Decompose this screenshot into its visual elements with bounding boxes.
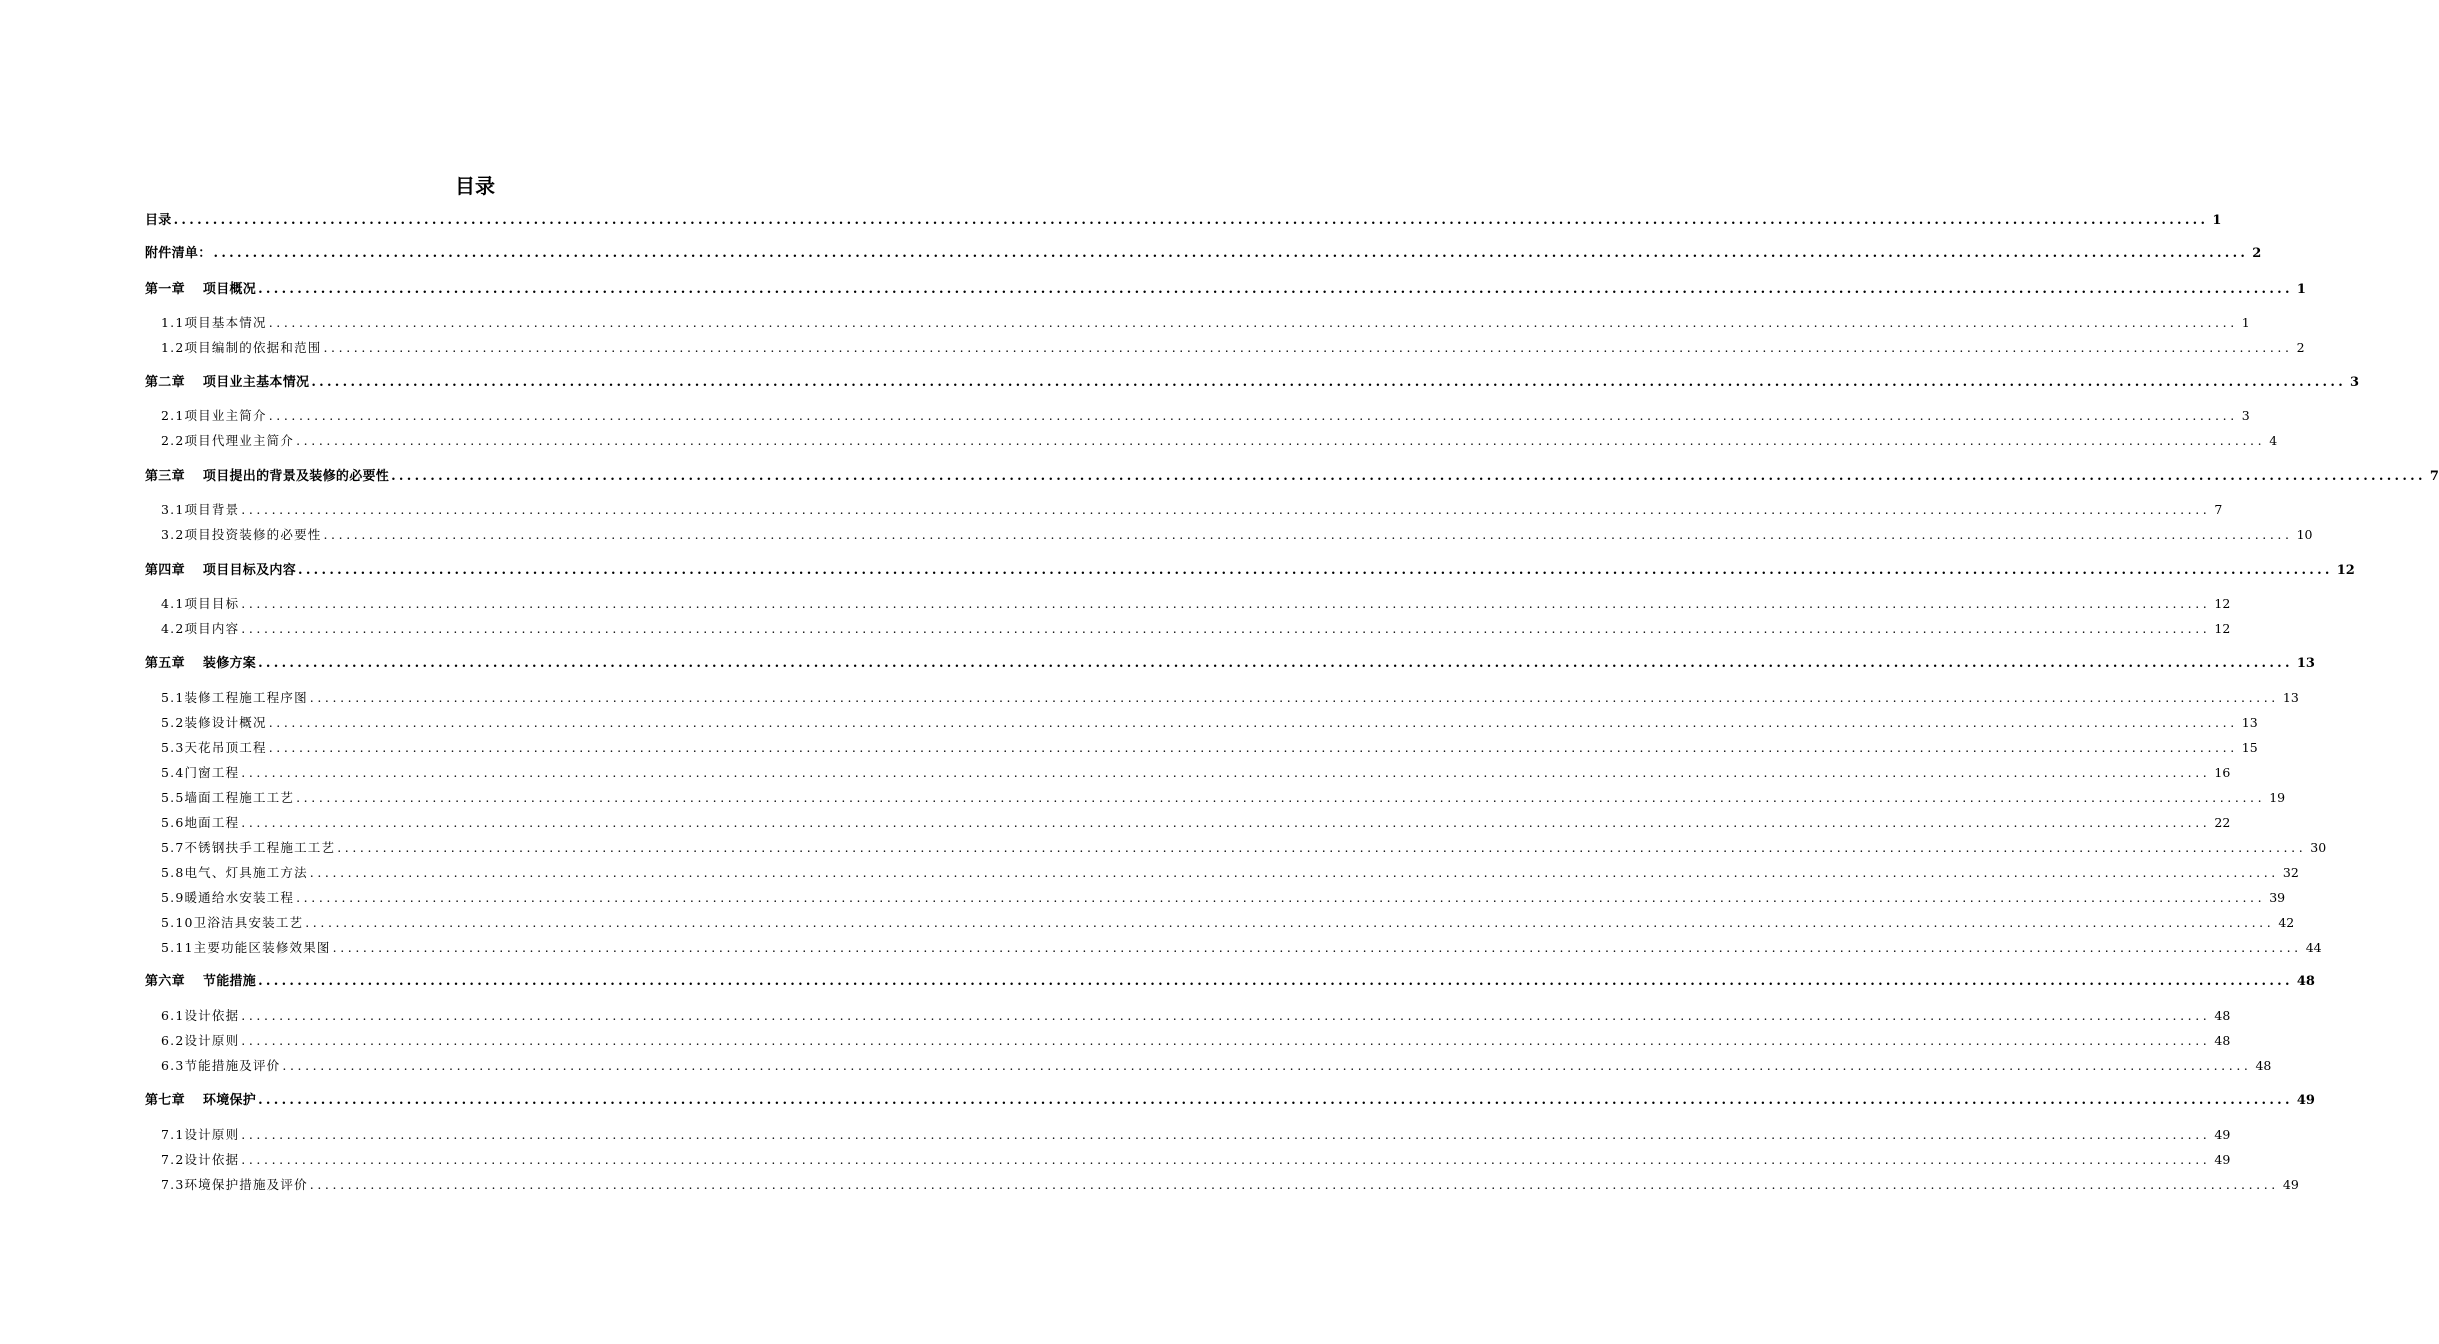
toc-chapter-row[interactable]: [145, 279, 2306, 299]
toc-entry-text: [145, 245, 212, 263]
toc-dot-leader: ....................................................................................................................................................................................................................................................................: [241, 621, 2211, 636]
toc-entry-title: 2.2项目代理业主简介: [161, 433, 295, 448]
toc-section-row[interactable]: [161, 499, 2223, 519]
toc-dot-leader: ....................................................................................................................................................................................................................................................................: [296, 790, 2266, 805]
toc-chapter-number: 第五章: [145, 656, 185, 671]
toc-entry-title: 5.2装修设计概况: [161, 715, 267, 730]
toc-entry-text: [161, 839, 335, 857]
toc-page-number: 32: [2282, 865, 2299, 880]
toc-chapter-number: 第三章: [145, 469, 185, 484]
toc-page-number: 44: [2305, 940, 2322, 955]
toc-dot-leader: ....................................................................................................................................................................................................................................................................: [282, 1058, 2252, 1073]
toc-chapter-number: 第七章: [145, 1093, 185, 1108]
toc-section-row[interactable]: [161, 787, 2286, 807]
toc-entry-title: 节能措施: [202, 974, 257, 989]
toc-page-number: 30: [2310, 840, 2327, 855]
toc-entry-text: [145, 655, 256, 673]
toc-section-row[interactable]: [161, 862, 2299, 882]
toc-entry-title: 项目概况: [202, 282, 257, 297]
toc-dot-leader: ....................................................................................................................................................................................................................................................................: [241, 1152, 2211, 1167]
toc-entry-title: 3.1项目背景: [161, 502, 240, 517]
toc-entry-title: 5.6地面工程: [161, 815, 240, 830]
toc-entry-title: 4.2项目内容: [161, 621, 240, 636]
toc-entry-title: 5.7不锈钢扶手工程施工工艺: [161, 840, 336, 855]
toc-dot-leader: ....................................................................................................................................................................................................................................................................: [258, 1093, 2293, 1108]
toc-section-row[interactable]: [161, 712, 2258, 732]
toc-entry-text: [145, 562, 296, 580]
toc-dot-leader: ....................................................................................................................................................................................................................................................................: [241, 815, 2211, 830]
toc-entry-text: [161, 789, 294, 807]
toc-entry-title: 环境保护: [202, 1093, 257, 1108]
toc-page-number: 39: [2269, 890, 2286, 905]
toc-entry-title: 5.8电气、灯具施工方法: [161, 865, 308, 880]
toc-entry-text: [161, 595, 239, 613]
toc-page-number: 12: [2214, 596, 2231, 611]
toc-page-number: 3: [2350, 375, 2360, 390]
toc-entry-title: 6.3节能措施及评价: [161, 1058, 281, 1073]
toc-dot-leader: ....................................................................................................................................................................................................................................................................: [337, 840, 2307, 855]
toc-dot-leader: ....................................................................................................................................................................................................................................................................: [173, 213, 2209, 228]
toc-section-row[interactable]: [161, 1055, 2272, 1075]
toc-dot-leader: ....................................................................................................................................................................................................................................................................: [323, 340, 2293, 355]
toc-title: 目录: [455, 174, 495, 198]
toc-entry-text: [161, 1176, 308, 1194]
toc-dot-leader: ....................................................................................................................................................................................................................................................................: [258, 974, 2293, 989]
toc-page-number: 48: [2214, 1008, 2231, 1023]
toc-section-row[interactable]: [161, 762, 2231, 782]
toc-chapter-row[interactable]: [145, 560, 2355, 580]
toc-entry-text: [145, 374, 309, 392]
toc-page-number: 12: [2336, 563, 2355, 578]
toc-entry-text: [145, 973, 256, 991]
toc-section-row[interactable]: [161, 887, 2286, 907]
toc-section-row[interactable]: [161, 312, 2250, 332]
toc-section-row[interactable]: [161, 912, 2295, 932]
toc-page-number: 42: [2278, 915, 2295, 930]
toc-page-number: 13: [2241, 715, 2258, 730]
toc-entry-title: 5.11主要功能区装修效果图: [161, 940, 331, 955]
toc-entry-title: 5.3天花吊顶工程: [161, 740, 267, 755]
toc-dot-leader: ....................................................................................................................................................................................................................................................................: [268, 740, 2238, 755]
toc-dot-leader: ....................................................................................................................................................................................................................................................................: [268, 315, 2238, 330]
toc-page-number: 7: [2429, 469, 2439, 484]
toc-section-row[interactable]: [161, 1030, 2231, 1050]
toc-page-number: 1: [2296, 282, 2306, 297]
toc-entry-text: [161, 314, 267, 332]
toc-dot-leader: ....................................................................................................................................................................................................................................................................: [241, 596, 2211, 611]
toc-entry-text: [161, 1057, 280, 1075]
toc-entry-title: 2.1项目业主简介: [161, 408, 267, 423]
toc-dot-leader: ....................................................................................................................................................................................................................................................................: [241, 1033, 2211, 1048]
toc-section-row[interactable]: [161, 524, 2313, 544]
toc-entry-text: [161, 1032, 239, 1050]
toc-entry-text: [161, 939, 331, 957]
toc-chapter-row[interactable]: [145, 1090, 2315, 1110]
toc-page-number: 4: [2269, 433, 2278, 448]
toc-entry-title: 5.1装修工程施工程序图: [161, 690, 308, 705]
toc-section-row[interactable]: [161, 837, 2327, 857]
toc-section-row[interactable]: [161, 430, 2278, 450]
toc-page-number: 12: [2214, 621, 2231, 636]
toc-entry-text: [161, 814, 239, 832]
toc-page-number: 10: [2296, 527, 2313, 542]
toc-page-number: 1: [2212, 213, 2222, 228]
toc-page-number: 1: [2241, 315, 2250, 330]
toc-section-row[interactable]: [161, 1149, 2231, 1169]
toc-entry-text: [161, 620, 239, 638]
toc-dot-leader: ....................................................................................................................................................................................................................................................................: [241, 1008, 2211, 1023]
toc-section-row[interactable]: [161, 937, 2322, 957]
toc-section-row[interactable]: [161, 593, 2231, 613]
toc-page-number: 49: [2214, 1127, 2231, 1142]
toc-entry-text: [161, 714, 267, 732]
toc-entry-title: 6.2设计原则: [161, 1033, 240, 1048]
toc-entry-text: [145, 281, 256, 299]
toc-entry-title: 7.1设计原则: [161, 1127, 240, 1142]
toc-page-number: 3: [2241, 408, 2250, 423]
toc-dot-leader: ....................................................................................................................................................................................................................................................................: [323, 527, 2293, 542]
toc-page-number: 13: [2296, 656, 2315, 671]
toc-dot-leader: ....................................................................................................................................................................................................................................................................: [213, 246, 2249, 261]
toc-entry-title: 装修方案: [202, 656, 257, 671]
toc-section-row[interactable]: [161, 1005, 2231, 1025]
toc-section-row[interactable]: [161, 337, 2305, 357]
toc-page-number: 7: [2214, 502, 2223, 517]
toc-chapter-number: 第一章: [145, 282, 185, 297]
toc-page-number: 49: [2282, 1177, 2299, 1192]
toc-entry-title: 附件清单：: [145, 246, 212, 261]
toc-dot-leader: ....................................................................................................................................................................................................................................................................: [258, 656, 2293, 671]
toc-page-number: 2: [2252, 246, 2262, 261]
toc-page-number: 48: [2255, 1058, 2272, 1073]
toc-entry-text: [161, 501, 239, 519]
toc-entry-text: [161, 764, 239, 782]
toc-dot-leader: ....................................................................................................................................................................................................................................................................: [305, 915, 2275, 930]
toc-chapter-row[interactable]: [145, 653, 2315, 673]
toc-dot-leader: ....................................................................................................................................................................................................................................................................: [332, 940, 2302, 955]
toc-entry-text: [161, 407, 267, 425]
toc-chapter-row[interactable]: [145, 210, 2222, 230]
toc-dot-leader: ....................................................................................................................................................................................................................................................................: [298, 563, 2333, 578]
toc-section-row[interactable]: [161, 1124, 2231, 1144]
toc-entry-title: 7.2设计依据: [161, 1152, 240, 1167]
toc-entry-text: [161, 889, 294, 907]
toc-entry-title: 项目提出的背景及装修的必要性: [202, 469, 390, 484]
toc-entry-text: [161, 432, 294, 450]
toc-entry-text: [161, 914, 303, 932]
toc-dot-leader: ....................................................................................................................................................................................................................................................................: [241, 502, 2211, 517]
toc-page-number: 16: [2214, 765, 2231, 780]
toc-chapter-number: 第二章: [145, 375, 185, 390]
toc-entry-title: 项目目标及内容: [202, 563, 297, 578]
toc-chapter-number: 第六章: [145, 974, 185, 989]
toc-dot-leader: ....................................................................................................................................................................................................................................................................: [309, 690, 2279, 705]
toc-chapter-number: 第四章: [145, 563, 185, 578]
toc-entry-text: [161, 689, 308, 707]
toc-page-number: 19: [2269, 790, 2286, 805]
toc-entry-title: 5.4门窗工程: [161, 765, 240, 780]
toc-entry-text: [145, 212, 172, 230]
toc-page-number: 48: [2214, 1033, 2231, 1048]
toc-dot-leader: ....................................................................................................................................................................................................................................................................: [268, 408, 2238, 423]
toc-entry-title: 6.1设计依据: [161, 1008, 240, 1023]
toc-section-row[interactable]: [161, 687, 2299, 707]
toc-dot-leader: ....................................................................................................................................................................................................................................................................: [268, 715, 2238, 730]
toc-page-number: 22: [2214, 815, 2231, 830]
toc-entry-text: [161, 864, 308, 882]
toc-section-row[interactable]: [161, 405, 2250, 425]
toc-page-number: 2: [2296, 340, 2305, 355]
toc-chapter-row[interactable]: [145, 466, 2439, 486]
toc-entry-text: [161, 339, 321, 357]
toc-chapter-row[interactable]: [145, 971, 2315, 991]
toc-page-number: 13: [2282, 690, 2299, 705]
toc-dot-leader: ....................................................................................................................................................................................................................................................................: [241, 1127, 2211, 1142]
toc-entry-title: 目录: [145, 213, 172, 228]
toc-entry-text: [145, 1092, 256, 1110]
toc-entry-text: [161, 1126, 239, 1144]
toc-entry-title: 1.2项目编制的依据和范围: [161, 340, 322, 355]
toc-entry-text: [161, 739, 267, 757]
toc-entry-title: 1.1项目基本情况: [161, 315, 267, 330]
toc-dot-leader: ....................................................................................................................................................................................................................................................................: [258, 282, 2293, 297]
toc-entry-title: 7.3环境保护措施及评价: [161, 1177, 308, 1192]
toc-page-number: 48: [2296, 974, 2315, 989]
toc-dot-leader: ....................................................................................................................................................................................................................................................................: [241, 765, 2211, 780]
toc-dot-leader: ....................................................................................................................................................................................................................................................................: [311, 375, 2347, 390]
toc-entry-title: 5.10卫浴洁具安装工艺: [161, 915, 304, 930]
toc-section-row[interactable]: [161, 737, 2258, 757]
toc-entry-text: [145, 468, 389, 486]
toc-entry-text: [161, 1007, 239, 1025]
toc-dot-leader: ....................................................................................................................................................................................................................................................................: [391, 469, 2426, 484]
toc-page-number: 49: [2214, 1152, 2231, 1167]
toc-chapter-row[interactable]: [145, 243, 2262, 263]
toc-entry-title: 3.2项目投资装修的必要性: [161, 527, 322, 542]
toc-section-row[interactable]: [161, 1174, 2299, 1194]
toc-page-number: 15: [2241, 740, 2258, 755]
toc-entry-text: [161, 1151, 239, 1169]
toc-page-number: 49: [2296, 1093, 2315, 1108]
toc-dot-leader: ....................................................................................................................................................................................................................................................................: [309, 865, 2279, 880]
toc-section-row[interactable]: [161, 618, 2231, 638]
toc-chapter-row[interactable]: [145, 372, 2360, 392]
toc-entry-title: 5.5墙面工程施工工艺: [161, 790, 295, 805]
toc-dot-leader: ....................................................................................................................................................................................................................................................................: [309, 1177, 2279, 1192]
toc-entry-title: 项目业主基本情况: [202, 375, 310, 390]
toc-dot-leader: ....................................................................................................................................................................................................................................................................: [296, 890, 2266, 905]
toc-entry-text: [161, 526, 321, 544]
toc-entry-title: 4.1项目目标: [161, 596, 240, 611]
toc-section-row[interactable]: [161, 812, 2231, 832]
toc-entry-title: 5.9暖通给水安装工程: [161, 890, 295, 905]
toc-dot-leader: ....................................................................................................................................................................................................................................................................: [296, 433, 2266, 448]
